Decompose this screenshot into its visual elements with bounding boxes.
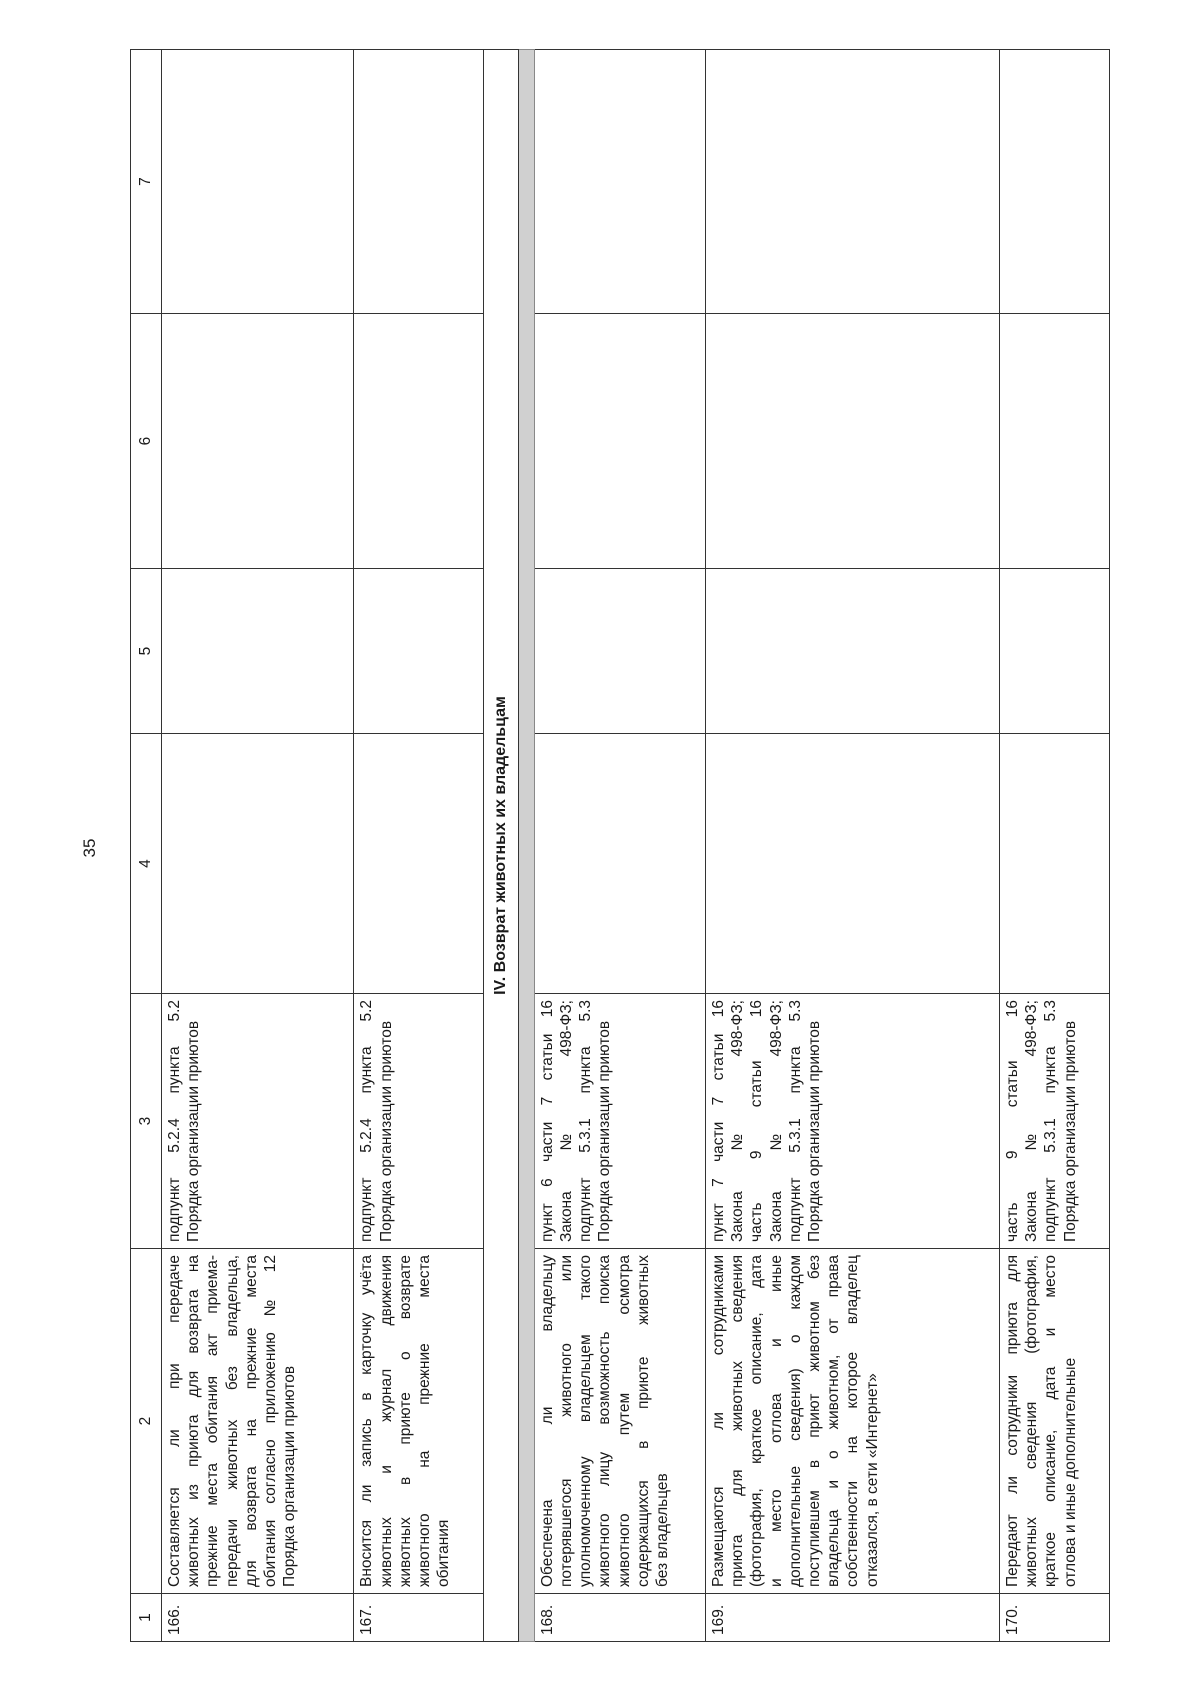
text-line: Порядка организации приютов xyxy=(281,1365,299,1587)
row-number: 169. xyxy=(705,1594,999,1642)
text-line: обитания xyxy=(435,1519,453,1587)
question-cell xyxy=(999,1249,1109,1594)
empty-cell-col-4[interactable] xyxy=(354,734,483,994)
row-number: 167. xyxy=(354,1594,483,1642)
text-line: владельца и о животном, от права xyxy=(825,1255,843,1587)
text-line: пункт 6 части 7 статьи 16 xyxy=(538,1000,556,1242)
empty-cell-col-7[interactable] xyxy=(705,50,999,314)
empty-cell-col-7[interactable] xyxy=(999,50,1109,314)
text-line: Обеспечена ли владельцу xyxy=(538,1255,556,1587)
text-line: Передают ли сотрудники приюта для xyxy=(1003,1255,1021,1587)
table-row xyxy=(999,50,1109,1642)
text-line: подпункт 5.3.1 пункта 5.3 xyxy=(786,1000,804,1242)
column-header-2: 2 xyxy=(131,1249,162,1594)
table-row xyxy=(705,50,999,1642)
text-line: Закона № 498-ФЗ; xyxy=(767,1000,785,1242)
empty-cell-col-6[interactable] xyxy=(534,314,705,569)
table-row xyxy=(354,50,483,1642)
reference-cell xyxy=(162,994,354,1249)
reference-cell xyxy=(354,994,483,1249)
empty-cell-col-4[interactable] xyxy=(999,734,1109,994)
text-line: Закона № 498-ФЗ; xyxy=(557,1000,575,1242)
reference-cell xyxy=(705,994,999,1249)
text-line: животных в приюте о возврате xyxy=(396,1255,414,1587)
text-line: животных сведения (фотография, xyxy=(1023,1255,1041,1587)
reference-cell xyxy=(534,994,705,1249)
column-header-5: 5 xyxy=(131,569,162,734)
empty-cell-col-4[interactable] xyxy=(705,734,999,994)
text-line: передачи животных без владельца, xyxy=(223,1255,241,1587)
section-gap xyxy=(518,50,534,1642)
checklist-table xyxy=(130,49,1110,1642)
text-line: Размещаются ли сотрудниками xyxy=(709,1255,727,1587)
text-line: отлова и иные дополнительные xyxy=(1061,1357,1079,1587)
column-header-1: 1 xyxy=(131,1594,162,1642)
empty-cell-col-5[interactable] xyxy=(354,569,483,734)
column-header-3: 3 xyxy=(131,994,162,1249)
text-line: животных из приюта для возврата на xyxy=(185,1255,203,1587)
empty-cell-col-6[interactable] xyxy=(162,314,354,569)
empty-cell-col-7[interactable] xyxy=(354,50,483,314)
text-line: подпункт 5.3.1 пункта 5.3 xyxy=(1042,1000,1060,1242)
empty-cell-col-5[interactable] xyxy=(162,569,354,734)
empty-cell-col-6[interactable] xyxy=(705,314,999,569)
page-number: 35 xyxy=(80,838,99,858)
table-body xyxy=(162,50,1110,1642)
text-line: для возврата на прежние места xyxy=(242,1255,260,1587)
text-line: собственности на которое владелец xyxy=(844,1255,862,1587)
question-cell xyxy=(705,1249,999,1594)
text-line: Порядка организации приютов xyxy=(596,1020,614,1242)
text-line: Составляется ли при передаче xyxy=(166,1255,183,1587)
empty-cell-col-5[interactable] xyxy=(534,569,705,734)
empty-cell-col-5[interactable] xyxy=(705,569,999,734)
column-header-4: 4 xyxy=(131,734,162,994)
text-line: животного путем осмотра xyxy=(615,1255,633,1587)
text-line: Порядка организации приютов xyxy=(805,1020,823,1242)
text-line: краткое описание, дата и место xyxy=(1042,1255,1060,1587)
text-line: пункт 7 части 7 статьи 16 xyxy=(709,1000,727,1242)
empty-cell-col-5[interactable] xyxy=(999,569,1109,734)
table-row xyxy=(162,50,354,1642)
empty-cell-col-7[interactable] xyxy=(534,50,705,314)
section-row xyxy=(483,50,518,1642)
section-gap-row xyxy=(518,50,534,1642)
table-header xyxy=(131,50,162,1642)
rotated-table-container xyxy=(130,50,1110,1642)
text-line: Порядка организации приютов xyxy=(1061,1020,1079,1242)
text-line: прежние места обитания акт приема- xyxy=(204,1255,222,1587)
text-line: часть 9 статьи 16 xyxy=(1003,1000,1021,1242)
text-line: Закона № 498-ФЗ; xyxy=(1023,1000,1041,1242)
empty-cell-col-4[interactable] xyxy=(534,734,705,994)
text-line: поступившем в приют животном без xyxy=(805,1255,823,1587)
empty-cell-col-6[interactable] xyxy=(354,314,483,569)
text-line: отказался, в сети «Интернет» xyxy=(863,1373,881,1587)
row-number: 170. xyxy=(999,1594,1109,1642)
row-number: 166. xyxy=(162,1594,354,1642)
reference-cell xyxy=(999,994,1109,1249)
text-line: животных и журнал движения xyxy=(377,1255,395,1587)
text-line: часть 9 статьи 16 xyxy=(748,1000,766,1242)
text-line: потерявшегося животного или xyxy=(557,1255,575,1587)
text-line: Закона № 498-ФЗ; xyxy=(729,1000,747,1242)
text-line: (фотография, краткое описание, дата xyxy=(748,1255,766,1587)
table-row xyxy=(534,50,705,1642)
text-line: без владельцев xyxy=(653,1473,671,1587)
text-line: подпункт 5.2.4 пункта 5.2 xyxy=(358,1000,376,1242)
text-line: уполномоченному владельцем такого xyxy=(577,1255,595,1587)
question-cell xyxy=(534,1249,705,1594)
text-line: подпункт 5.3.1 пункта 5.3 xyxy=(577,1000,595,1242)
question-cell xyxy=(162,1249,354,1594)
text-line: животного на прежние места xyxy=(416,1255,434,1587)
empty-cell-col-4[interactable] xyxy=(162,734,354,994)
question-cell xyxy=(354,1249,483,1594)
text-line: обитания согласно приложению № 12 xyxy=(262,1255,280,1587)
text-line: подпункт 5.2.4 пункта 5.2 xyxy=(166,1000,183,1242)
text-line: Порядка организации приютов xyxy=(377,1020,395,1242)
empty-cell-col-7[interactable] xyxy=(162,50,354,314)
text-line: животного лицу возможность поиска xyxy=(596,1255,614,1587)
text-line: и место отлова и иные xyxy=(767,1255,785,1587)
text-line: Порядка организации приютов xyxy=(185,1020,203,1242)
row-number: 168. xyxy=(534,1594,705,1642)
text-line: приюта для животных сведения xyxy=(729,1255,747,1587)
section-title: IV. Возврат животных их владельцам xyxy=(483,50,518,1642)
column-header-7: 7 xyxy=(131,50,162,314)
text-line: содержащихся в приюте животных xyxy=(634,1255,652,1587)
empty-cell-col-6[interactable] xyxy=(999,314,1109,569)
column-header-6: 6 xyxy=(131,314,162,569)
text-line: дополнительные сведения) о каждом xyxy=(786,1255,804,1587)
text-line: Вносится ли запись в карточку учёта xyxy=(358,1255,376,1587)
